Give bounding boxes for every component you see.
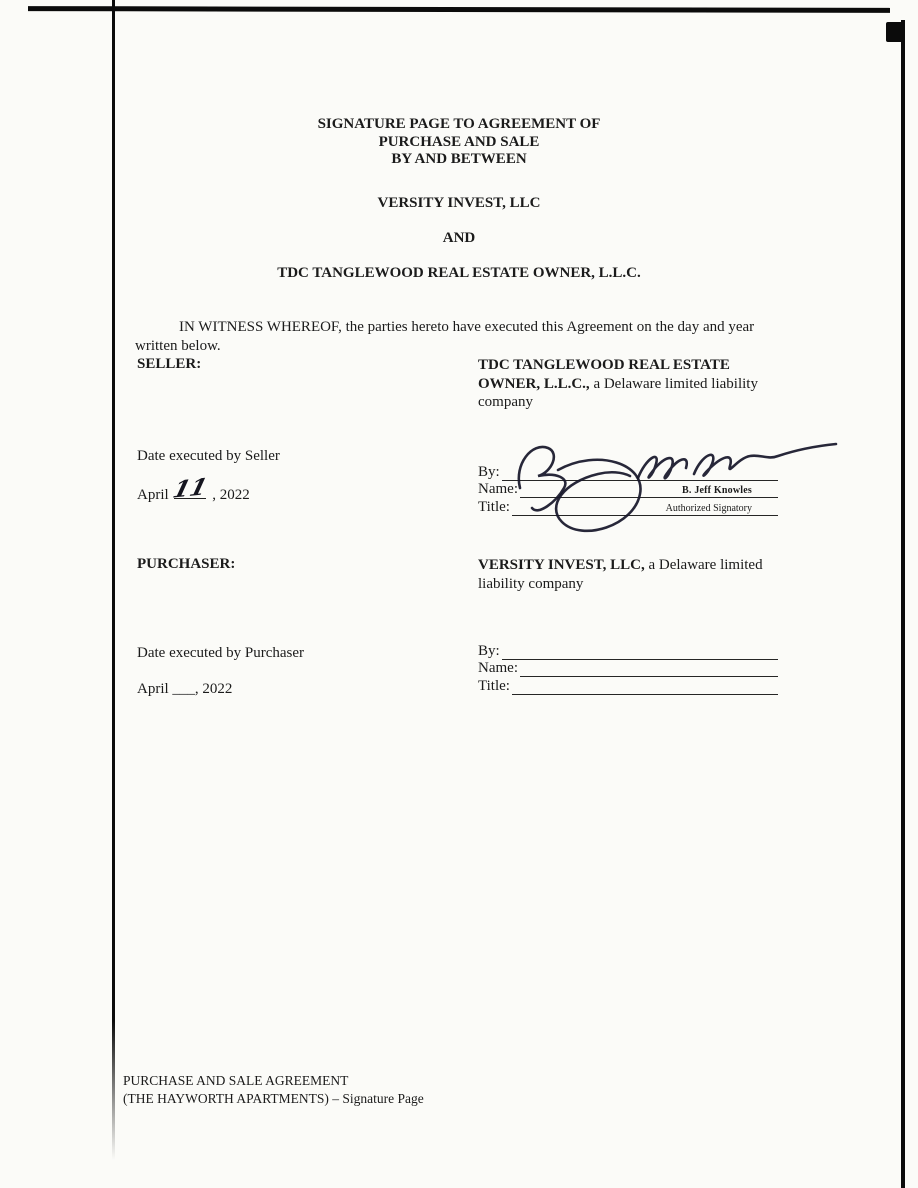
seller-date-label: Date executed by Seller: [137, 448, 280, 464]
seller-by-label: By:: [478, 463, 500, 480]
purchaser-label: PURCHASER:: [137, 556, 236, 572]
seller-printed-title: Authorized Signatory: [665, 502, 752, 514]
purchaser-by-line: [502, 641, 778, 660]
purchaser-date-value: [137, 681, 232, 698]
purchaser-date-prefix: April: [137, 681, 169, 697]
purchaser-by-row: [478, 642, 778, 660]
party-two-name: TDC TANGLEWOOD REAL ESTATE OWNER, L.L.C.: [277, 264, 641, 281]
purchaser-by-label: By:: [478, 642, 500, 659]
seller-title-line: [512, 497, 778, 516]
seller-entity: [478, 356, 780, 412]
purchaser-entity: [478, 556, 780, 593]
seller-title-row: [478, 498, 778, 516]
footer-line: (THE HAYWORTH APARTMENTS) – Signature Page: [123, 1091, 424, 1106]
purchaser-date-blank: ___: [172, 681, 195, 697]
purchaser-title-line: [512, 676, 778, 695]
seller-date-blank: [170, 473, 211, 504]
purchaser-name-row: [478, 660, 778, 678]
purchaser-entity-name: VERSITY INVEST, LLC,: [478, 557, 645, 573]
purchaser-entity-description: a Delaware limited liability company: [478, 557, 763, 592]
purchaser-title-row: [478, 677, 778, 695]
title-line: SIGNATURE PAGE TO AGREEMENT OF: [317, 116, 601, 132]
document-footer: [123, 1072, 424, 1108]
purchaser-title-label: Title:: [478, 677, 510, 694]
seller-name-row: [478, 481, 778, 499]
purchaser-signature-block: [478, 642, 778, 695]
footer-line: PURCHASE AND SALE AGREEMENT: [123, 1073, 349, 1088]
seller-signature-block: [478, 463, 778, 516]
seller-date-prefix: April: [137, 487, 169, 503]
seller-by-line: [502, 462, 778, 481]
seller-entity-name: TDC TANGLEWOOD REAL ESTATE OWNER, L.L.C.,: [478, 357, 730, 392]
purchaser-date-suffix: , 2022: [194, 681, 233, 697]
title-line: BY AND BETWEEN: [391, 151, 527, 167]
seller-entity-description: a Delaware limited liability company: [478, 375, 758, 410]
seller-by-row: [478, 463, 778, 481]
party-one-name: VERSITY INVEST, LLC: [377, 194, 541, 211]
witness-paragraph: IN WITNESS WHEREOF, the parties hereto have executed this Agreement on the day and year written below.: [135, 319, 755, 354]
purchaser-name-label: Name:: [478, 660, 518, 677]
title-line: PURCHASE AND SALE: [378, 133, 540, 150]
seller-printed-name: B. Jeff Knowles: [682, 485, 752, 497]
scan-artifact-corner-mark: [886, 22, 904, 42]
seller-title-label: Title:: [478, 498, 510, 515]
seller-name-label: Name:: [478, 481, 518, 498]
scan-artifact-top-line: [28, 6, 890, 13]
seller-label: SELLER:: [137, 356, 202, 372]
seller-date-value: [137, 473, 250, 504]
conjunction-and: AND: [442, 230, 476, 246]
seller-date-suffix: , 2022: [212, 487, 250, 503]
seller-date-handwritten-day: 11: [170, 473, 211, 504]
purchaser-date-label: Date executed by Purchaser: [137, 645, 305, 661]
document-title-block: [0, 116, 918, 282]
seller-name-line: [520, 480, 778, 499]
purchaser-name-line: [520, 659, 778, 678]
